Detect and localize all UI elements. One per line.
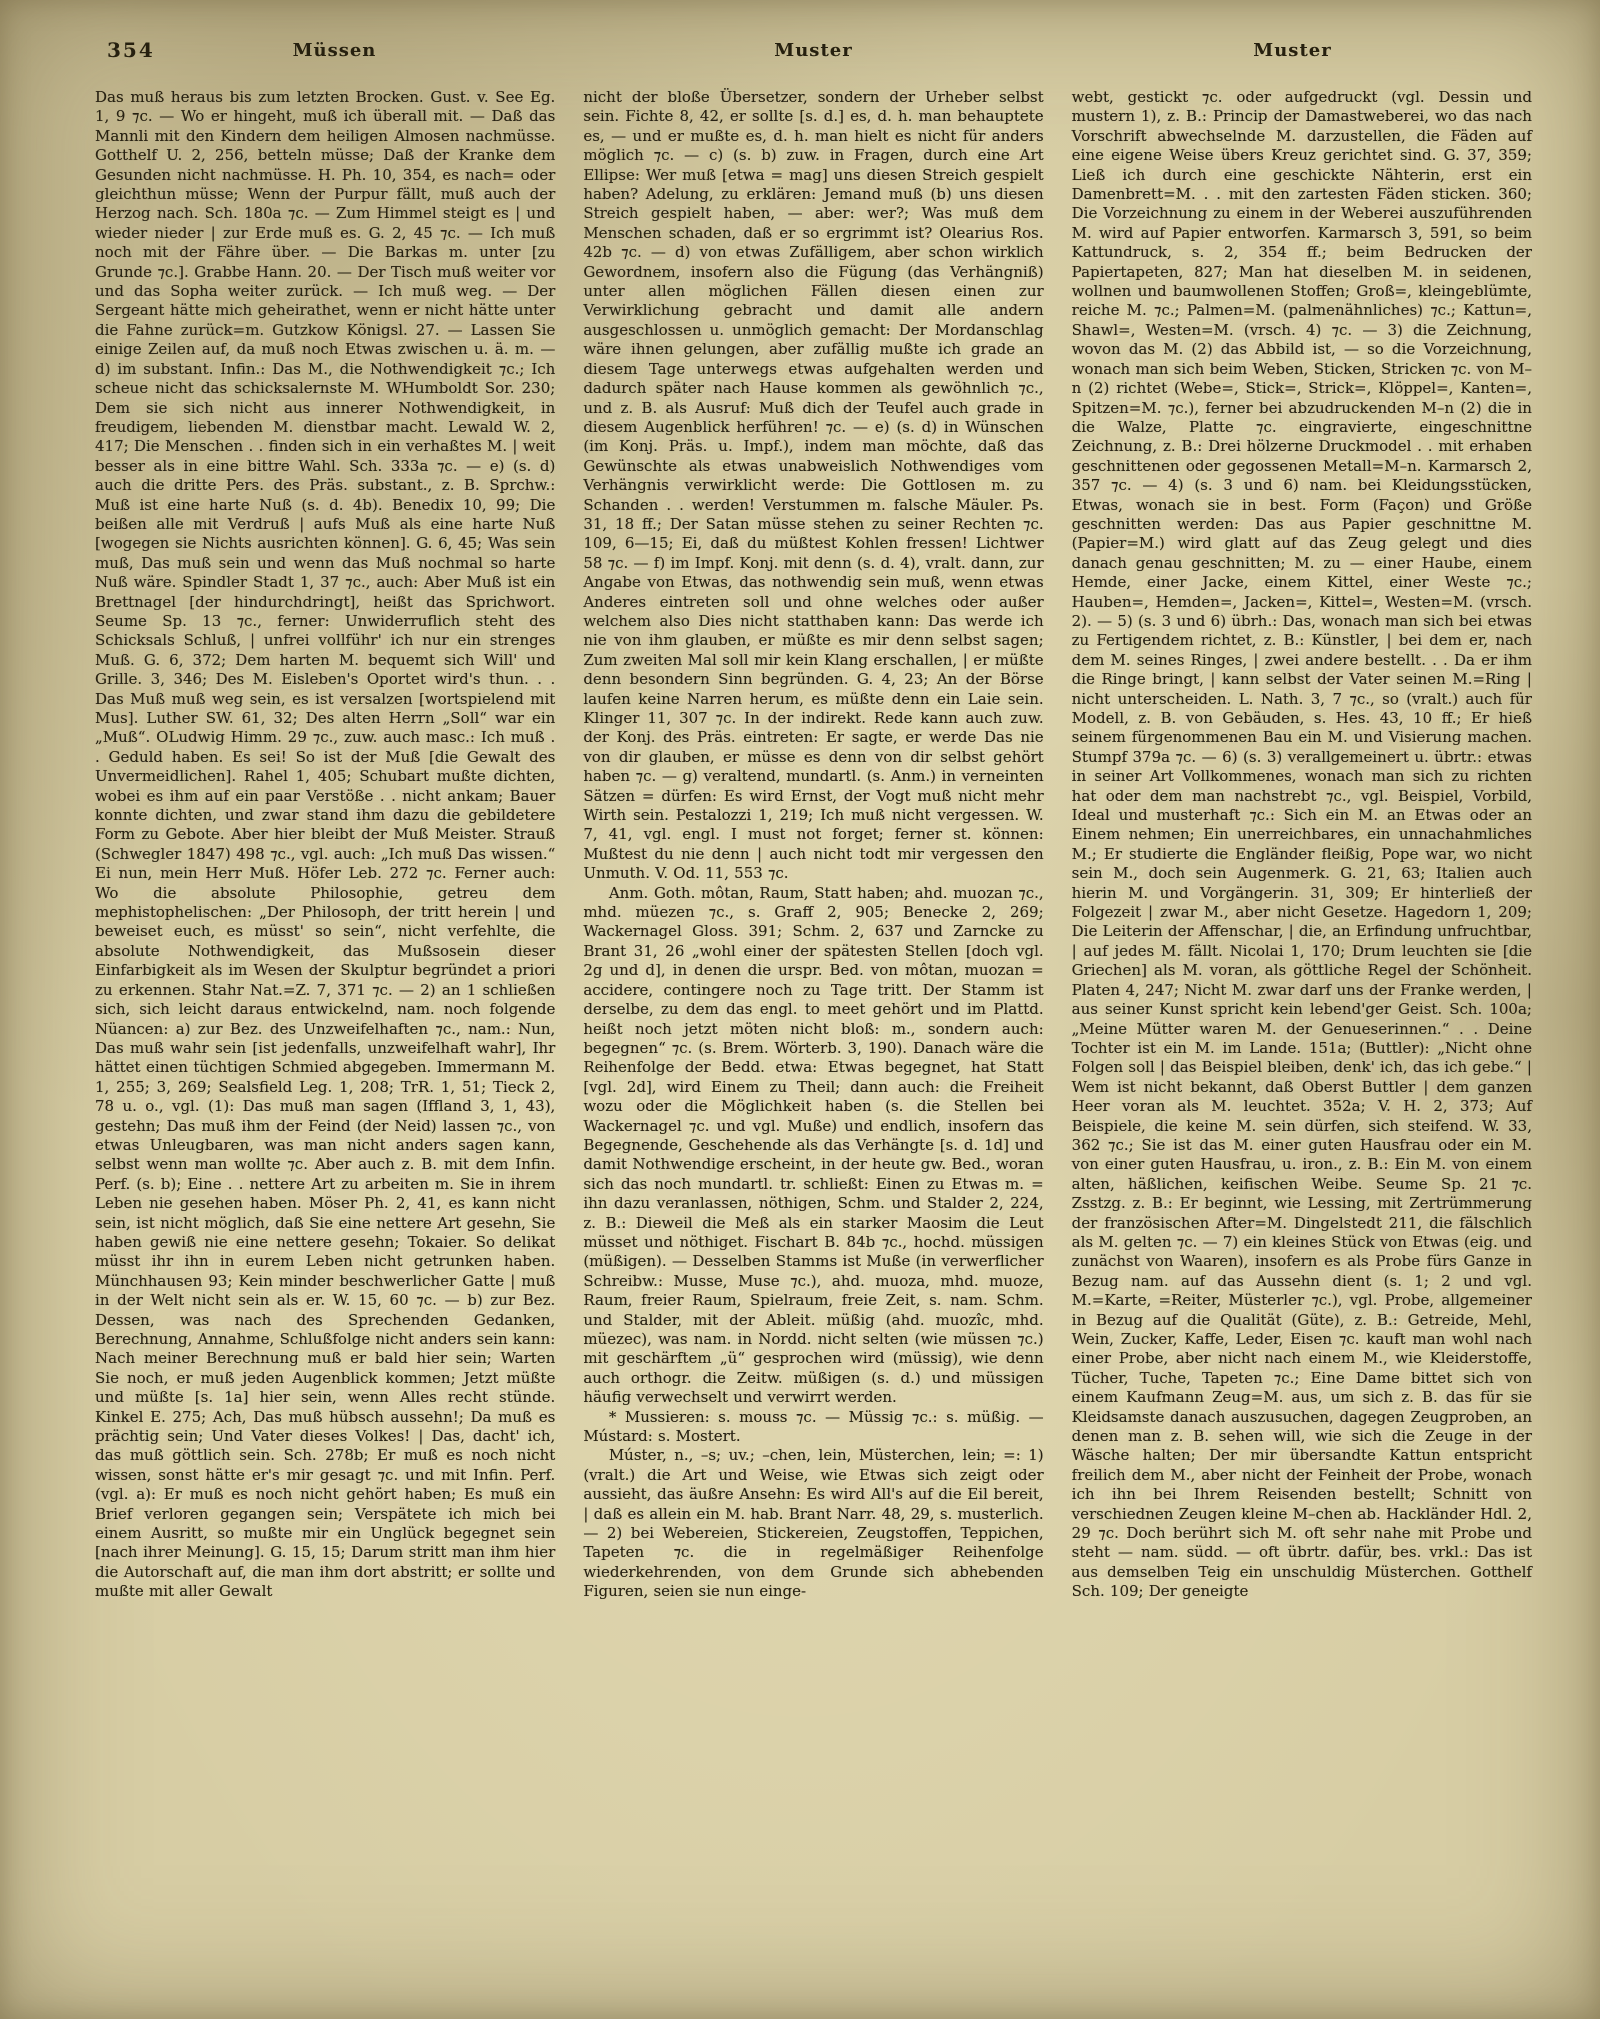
running-head xyxy=(95,40,1532,61)
page-number: 354 xyxy=(107,38,155,62)
column-header-muessen: Müssen xyxy=(292,40,377,61)
text-column-middle xyxy=(583,88,1043,1989)
text-column-left xyxy=(95,88,555,1989)
text-column-right xyxy=(1072,88,1532,1989)
dictionary-paragraph: Das muß heraus bis zum letzten Brocken. Gust. v. See Eg. 1, 9 ⁊c. — Wo er hingeht, muß ich überall mit. — Daß das Mannli mit den Kindern dem heiligen Almosen nachmüsse. Gotthelf U. 2, 256, betteln müsse; Daß der Kranke dem Gesunden nicht nachmüsse. H. Ph. 10, 354, es nach= oder gleichthun müsse; Wenn der Purpur fällt, muß auch der Herzog nach. Sch. 180a ⁊c. — Zum Himmel steigt es | und wieder nieder | zur Erde muß es. G. 2, 45 ⁊c. — Ich muß noch mit der Fähre über. — Die Barkas m. unter [zu Grunde ⁊c.]. Grabbe Hann. 20. — Der Tisch muß weiter vor und das Sopha weiter zurück. — Ich muß weg. — Der Sergeant hätte mich geheirathet, wenn er nicht hätte unter die Fahne zurück=m. Gutzkow Königsl. 27. — Lassen Sie einige Zeilen auf, da muß noch Etwas zwischen u. ä. m. — d) im substant. Infin.: Das M., die Nothwendigkeit ⁊c.; Ich scheue nicht das schicksalernste M. WHumboldt Sor. 230; Dem sie sich nicht aus innerer Nothwendigkeit, in freudigem, liebenden M. dienstbar macht. Lewald W. 2, 417; Die Menschen . . finden sich in ein verhaßtes M. | weit besser als in eine bittre Wahl. Sch. 333a ⁊c. — e) (s. d) auch die dritte Pers. des Präs. substant., z. B. Sprchw.: Muß ist eine harte Nuß (s. d. 4b). Benedix 10, 99; Die beißen alle mit Verdruß | aufs Muß als eine harte Nuß [wogegen sie Nichts ausrichten können]. G. 6, 45; Was sein muß, Das muß sein und wenn das Muß nochmal so harte Nuß wäre. Spindler Stadt 1, 37 ⁊c., auch: Aber Muß ist ein Brettnagel [der hindurchdringt], heißt das Sprichwort. Seume Sp. 13 ⁊c., ferner: Unwiderruflich steht des Schicksals Schluß, | unfrei vollführ' ich nur ein strenges Muß. G. 6, 372; Dem harten M. bequemt sich Will' und Grille. 3, 346; Des M. Eisleben's Oportet wird's thun. . . Das Muß muß weg sein, es ist versalzen [wortspielend mit Mus]. Luther SW. 61, 32; Des alten Herrn „Soll“ war ein „Muß“. OLudwig Himm. 29 ⁊c., zuw. auch masc.: Ich muß . . Geduld haben. Es sei! So ist der Muß [die Gewalt des Unvermeidlichen]. Rahel 1, 405; Schubart mußte dichten, wobei es ihm auf ein paar Verstöße . . nicht ankam; Bauer konnte dichten, und zwar stand ihm dazu die gebildetere Form zu Gebote. Aber hier bleibt der Muß Meister. Strauß (Schwegler 1847) 498 ⁊c., vgl. auch: „Ich muß Das wissen.“ Ei nun, mein Herr Muß. Höfer Leb. 272 ⁊c. Ferner auch: Wo die absolute Philosophie, getreu dem mephistophelischen: „Der Philosoph, der tritt herein | und beweiset euch, es müsst' so sein“, nicht verfehlte, die absolute Nothwendigkeit, das Mußsosein dieser Einfarbigkeit als im Wesen der Skulptur begründet a priori zu erkennen. Stahr Nat.=Z. 7, 371 ⁊c. — 2) an 1 schließen sich, sich leicht daraus entwickelnd, nam. noch folgende Nüancen: a) zur Bez. des Unzweifelhaften ⁊c., nam.: Nun, Das muß wahr sein [ist jedenfalls, unzweifelhaft wahr], Ihr hättet einen tüchtigen Schmied abgegeben. Immermann M. 1, 255; 3, 269; Sealsfield Leg. 1, 208; TrR. 1, 51; Tieck 2, 78 u. o., vgl. (1): Das muß man sagen (Iffland 3, 1, 43), gestehn; Das muß ihm der Feind (der Neid) lassen ⁊c., von etwas Unleugbaren, was man nicht anders sagen kann, selbst wenn man wollte ⁊c. Aber auch z. B. mit dem Infin. Perf. (s. b); Eine . . nettere Art zu arbeiten m. Sie in ihrem Leben nie gesehen haben. Möser Ph. 2, 41, es kann nicht sein, ist nicht möglich, daß Sie eine nettere Art gesehn, Sie haben gewiß nie eine nettere gesehn; Tokaier. So delikat müsst ihr ihn in eurem Leben nicht getrunken haben. Münchhausen 93; Kein minder beschwerlicher Gatte | muß in der Welt nicht sein als er. W. 15, 60 ⁊c. — b) zur Bez. Dessen, was nach des Sprechenden Gedanken, Berechnung, Annahme, Schlußfolge nicht anders sein kann: Nach meiner Berechnung muß er bald hier sein; Warten Sie noch, er muß jeden Augenblick kommen; Jetzt müßte und müßte [s. 1a] hier sein, wenn Alles recht stünde. Kinkel E. 275; Ach, Das muß hübsch aussehn!; Da muß es prächtig sein; Und Vater dieses Volkes! | Das, dacht' ich, das muß göttlich sein. Sch. 278b; Er muß es noch nicht wissen, sonst hätte er's mir gesagt ⁊c. und mit Infin. Perf. (vgl. a): Er muß es noch nicht gehört haben; Es muß ein Brief verloren gegangen sein; Verspätete ich mich bei einem Ausritt, so mußte mir ein Unglück begegnet sein [nach ihrer Meinung]. G. 15, 15; Darum stritt man ihm hier die Autorschaft auf, die man ihm dort abstritt; er sollte und mußte mit aller Gewalt xyxy=(95,88,556,1601)
column-header-muster-1: Muster xyxy=(774,40,853,61)
dictionary-paragraph: * Mussieren: s. mouss ⁊c. — Müssig ⁊c.: s. müßig. — Mústard: s. Mostert. xyxy=(583,1407,1044,1446)
column-header-muster-2: Muster xyxy=(1253,40,1332,61)
dictionary-paragraph: nicht der bloße Übersetzer, sondern der Urheber selbst sein. Fichte 8, 42, er sollte [s. d.] es, d. h. man behauptete es, — und er mußte es, d. h. man hielt es nicht für anders möglich ⁊c. — c) (s. b) zuw. in Fragen, durch eine Art Ellipse: Wer muß [etwa = mag] uns diesen Streich gespielt haben? Adelung, zu erklären: Jemand muß (b) uns diesen Streich gespielt haben, — aber: wer?; Was muß dem Menschen schaden, daß er so ergrimmt ist? Olearius Ros. 42b ⁊c. — d) von etwas Zufälligem, aber schon wirklich Gewordnem, insofern also die Fügung (das Verhängniß) unter allen möglichen Fällen diesen einen zur Verwirklichung gebracht und damit alle andern ausgeschlossen u. unmöglich gemacht: Der Mordanschlag wäre ihnen gelungen, aber zufällig mußte ich grade an diesem Tage unterwegs etwas aufgehalten werden und dadurch später nach Hause kommen als gewöhnlich ⁊c., und z. B. als Ausruf: Muß dich der Teufel auch grade in diesem Augenblick herführen! ⁊c. — e) (s. d) in Wünschen (im Konj. Präs. u. Impf.), indem man möchte, daß das Gewünschte als etwas unabweislich Nothwendiges vom Verhängnis verwirklicht werde: Die Gottlosen m. zu Schanden . . werden! Verstummen m. falsche Mäuler. Ps. 31, 18 ff.; Der Satan müsse stehen zu seiner Rechten ⁊c. 109, 6—15; Ei, daß du müßtest Kohlen fressen! Lichtwer 58 ⁊c. — f) im Impf. Konj. mit denn (s. d. 4), vralt. dann, zur Angabe von Etwas, das nothwendig sein muß, wenn etwas Anderes eintreten soll und ohne welches oder außer welchem also Dies nicht statthaben kann: Das werde ich nie von ihm glauben, er müßte es mir denn selbst sagen; Zum zweiten Mal soll mir kein Klang erschallen, | er müßte denn besondern Sinn begründen. G. 4, 23; An der Börse laufen keine Narren herum, es müßte denn ein Laie sein. Klinger 11, 307 ⁊c. In der indirekt. Rede kann auch zuw. der Konj. des Präs. eintreten: Er sagte, er werde Das nie von dir glauben, er müsse es denn von dir selbst gehört haben ⁊c. — g) veraltend, mundartl. (s. Anm.) in verneinten Sätzen = dürfen: Es wird Ernst, der Vogt muß nicht mehr Wirth sein. Pestalozzi 1, 219; Ich muß nicht vergessen. W. 7, 41, vgl. engl. I must not forget; ferner st. können: Mußtest du nie denn | auch nicht todt mir vergessen den Unmuth. V. Od. 11, 553 ⁊c. xyxy=(583,88,1044,883)
dictionary-paragraph: webt, gestickt ⁊c. oder aufgedruckt (vgl. Dessin und mustern 1), z. B.: Princip der Damastweberei, wo das nach Vorschrift abwechselnde M. darzustellen, die Fäden auf eine eigene Weise übers Kreuz gerichtet sind. G. 37, 359; Ließ ich durch eine geschickte Nähterin, erst ein Damenbrett=M. . . mit den zartesten Fäden sticken. 360; Die Vorzeichnung zu einem in der Weberei auszuführenden M. wird auf Papier entworfen. Karmarsch 3, 591, so beim Kattundruck, s. 2, 354 ff.; beim Bedrucken der Papiertapeten, 827; Man hat dieselben M. in seidenen, wollnen und baumwollenen Stoffen; Groß=, kleingeblümte, reiche M. ⁊c.; Palmen=M. (palmenähnliches) ⁊c.; Kattun=, Shawl=, Westen=M. (vrsch. 4) ⁊c. — 3) die Zeichnung, wovon das M. (2) das Abbild ist, — so die Vorzeichnung, wonach man sich beim Weben, Sticken, Stricken ⁊c. von M–n (2) richtet (Webe=, Stick=, Strick=, Klöppel=, Kanten=, Spitzen=M. ⁊c.), ferner bei abzudruckenden M–n (2) die in die Walze, Platte ⁊c. eingravierte, eingeschnittne Zeichnung, z. B.: Drei hölzerne Druckmodel . . mit erhaben geschnittenen oder gegossenen Metall=M–n. Karmarsch 2, 357 ⁊c. — 4) (s. 3 und 6) nam. bei Kleidungsstücken, Etwas, wonach sie in best. Form (Façon) und Größe geschnitten werden: Das aus Papier geschnittne M. (Papier=M.) wird glatt auf das Zeug gelegt und dies danach genau geschnitten; M. zu — einer Haube, einem Hemde, einer Jacke, einem Kittel, einer Weste ⁊c.; Hauben=, Hemden=, Jacken=, Kittel=, Westen=M. (vrsch. 2). — 5) (s. 3 und 6) übrh.: Das, wonach man sich bei etwas zu Fertigendem richtet, z. B.: Künstler, | bei dem er, nach dem M. seines Ringes, | zwei andere bestellt. . . Da er ihm die Ringe bringt, | kann selbst der Vater seinen M.=Ring | nicht unterscheiden. L. Nath. 3, 7 ⁊c., so (vralt.) auch für Modell, z. B. von Gebäuden, s. Hes. 43, 10 ff.; Er hieß seinem fürgenommenen Bau ein M. und Visierung machen. Stumpf 379a ⁊c. — 6) (s. 3) verallgemeinert u. übrtr.: etwas in seiner Art Vollkommenes, wonach man sich zu richten hat oder dem man nachstrebt ⁊c., vgl. Beispiel, Vorbild, Ideal und musterhaft ⁊c.: Sich ein M. an Etwas oder an Einem nehmen; Ein unerreichbares, ein unnachahmliches M.; Er studierte die Engländer fleißig, Pope war, wo nicht sein M., doch sein Augenmerk. G. 21, 63; Italien auch hierin M. und Vorgängerin. 31, 309; Er hinterließ der Folgezeit | zwar M., aber nicht Gesetze. Hagedorn 1, 209; Die Leiterin der Affenschar, | die, an Erfindung unfruchtbar, | auf jedes M. fällt. Nicolai 1, 170; Drum leuchten sie [die Griechen] als M. voran, als göttliche Regel der Schönheit. Platen 4, 247; Nicht M. zwar darf uns der Franke werden, | aus seiner Kunst spricht kein lebend'ger Geist. Sch. 100a; „Meine Mütter waren M. der Genueserinnen.“ . . Deine Tochter ist ein M. im Lande. 151a; (Buttler): „Nicht ohne Folgen soll | das Beispiel bleiben, denk' ich, das ich gebe.“ | Wem ist nicht bekannt, daß Oberst Buttler | dem ganzen Heer voran als M. leuchtet. 352a; V. H. 2, 373; Auf Beispiele, die keine M. sein dürfen, sich steifend. W. 33, 362 ⁊c.; Sie ist das M. einer guten Hausfrau oder ein M. von einer guten Hausfrau, u. iron., z. B.: Ein M. von einem alten, häßlichen, keifischen Weibe. Seume Sp. 21 ⁊c. Zsstzg. z. B.: Er beginnt, wie Lessing, mit Zertrümmerung der französischen After=M. Dingelstedt 211, die fälschlich als M. gelten ⁊c. — 7) ein kleines Stück von Etwas (eig. und zunächst von Waaren), insofern es als Probe fürs Ganze in Bezug nam. auf das Aussehn dient (s. 1; 2 und vgl. M.=Karte, =Reiter, Müsterler ⁊c.), vgl. Probe, allgemeiner in Bezug auf die Qualität (Güte), z. B.: Getreide, Mehl, Wein, Zucker, Kaffe, Leder, Eisen ⁊c. kauft man wohl nach einer Probe, aber nicht nach einem M., wie Kleiderstoffe, Tücher, Tuche, Tapeten ⁊c.; Eine Dame bittet sich von einem Kaufmann Zeug=M. aus, um sich z. B. das für sie Kleidsamste danach auszusuchen, dagegen Zeugproben, an denen man z. B. sehen will, wie sich die Zeuge in der Wäsche halten; Der mir übersandte Kattun entspricht freilich dem M., aber nicht der Feinheit der Probe, wonach ich ihn bei Ihrem Reisenden bestellt; Schnitt von verschiednen Zeugen kleine M–chen ab. Hackländer Hdl. 2, 29 ⁊c. Doch berührt sich M. oft sehr nahe mit Probe und steht — nam. südd. — oft übrtr. dafür, bes. vrkl.: Das ist aus demselben Teig ein unschuldig Müsterchen. Gotthelf Sch. 109; Der geneigte xyxy=(1071,88,1532,1601)
text-columns xyxy=(95,88,1532,1989)
dictionary-paragraph: Múster, n., –s; uv.; –chen, lein, Müsterchen, lein; =: 1) (vralt.) die Art und Weise, wie Etwas sich zeigt oder aussieht, das äußre Ansehn: Es wird All's auf die Eil bereit, | daß es allein ein M. hab. Brant Narr. 48, 29, s. musterlich. — 2) bei Webereien, Stickereien, Zeugstoffen, Teppichen, Tapeten ⁊c. die in regelmäßiger Reihenfolge wiederkehrenden, von dem Grunde sich abhebenden Figuren, seien sie nun einge- xyxy=(583,1446,1044,1601)
dictionary-paragraph: Anm. Goth. môtan, Raum, Statt haben; ahd. muozan ⁊c., mhd. müezen ⁊c., s. Graff 2, 905; Benecke 2, 269; Wackernagel Gloss. 391; Schm. 2, 637 und Zarncke zu Brant 31, 26 „wohl einer der spätesten Stellen [doch vgl. 2g und d], in denen die urspr. Bed. von môtan, muozan = accidere, contingere noch zu Tage tritt. Der Stamm ist derselbe, zu dem das engl. to meet gehört und im Plattd. heißt noch jetzt möten nicht bloß: m., sondern auch: begegnen“ ⁊c. (s. Brem. Wörterb. 3, 190). Danach wäre die Reihenfolge der Bedd. etwa: Etwas begegnet, hat Statt [vgl. 2d], wird Einem zu Theil; dann auch: die Freiheit wozu oder die Möglichkeit haben (s. die Stellen bei Wackernagel ⁊c. und vgl. Muße) und endlich, insofern das Begegnende, Geschehende als das Verhängte [s. d. 1d] und damit Nothwendige erscheint, in der heute gw. Bed., woran sich das noch mundartl. tr. schließt: Einen zu Etwas m. = ihn dazu veranlassen, nöthigen, Schm. und Stalder 2, 224, z. B.: Dieweil die Meß als ein starker Maosim die Leut müsset und nöthiget. Fischart B. 84b ⁊c., hochd. müssigen (müßigen). — Desselben Stamms ist Muße (in verwerflicher Schreibw.: Musse, Muse ⁊c.), ahd. muoza, mhd. muoze, Raum, freier Raum, Spielraum, freie Zeit, s. nam. Schm. und Stalder, mit der Ableit. müßig (ahd. muozîc, mhd. müezec), was nam. in Nordd. nicht selten (wie müssen ⁊c.) mit geschärftem „ü“ gesprochen wird (müssig), wie denn auch orthogr. die Zeitw. müßigen (s. d.) und müssigen häufig verwechselt und verwirrt werden. xyxy=(583,883,1044,1407)
